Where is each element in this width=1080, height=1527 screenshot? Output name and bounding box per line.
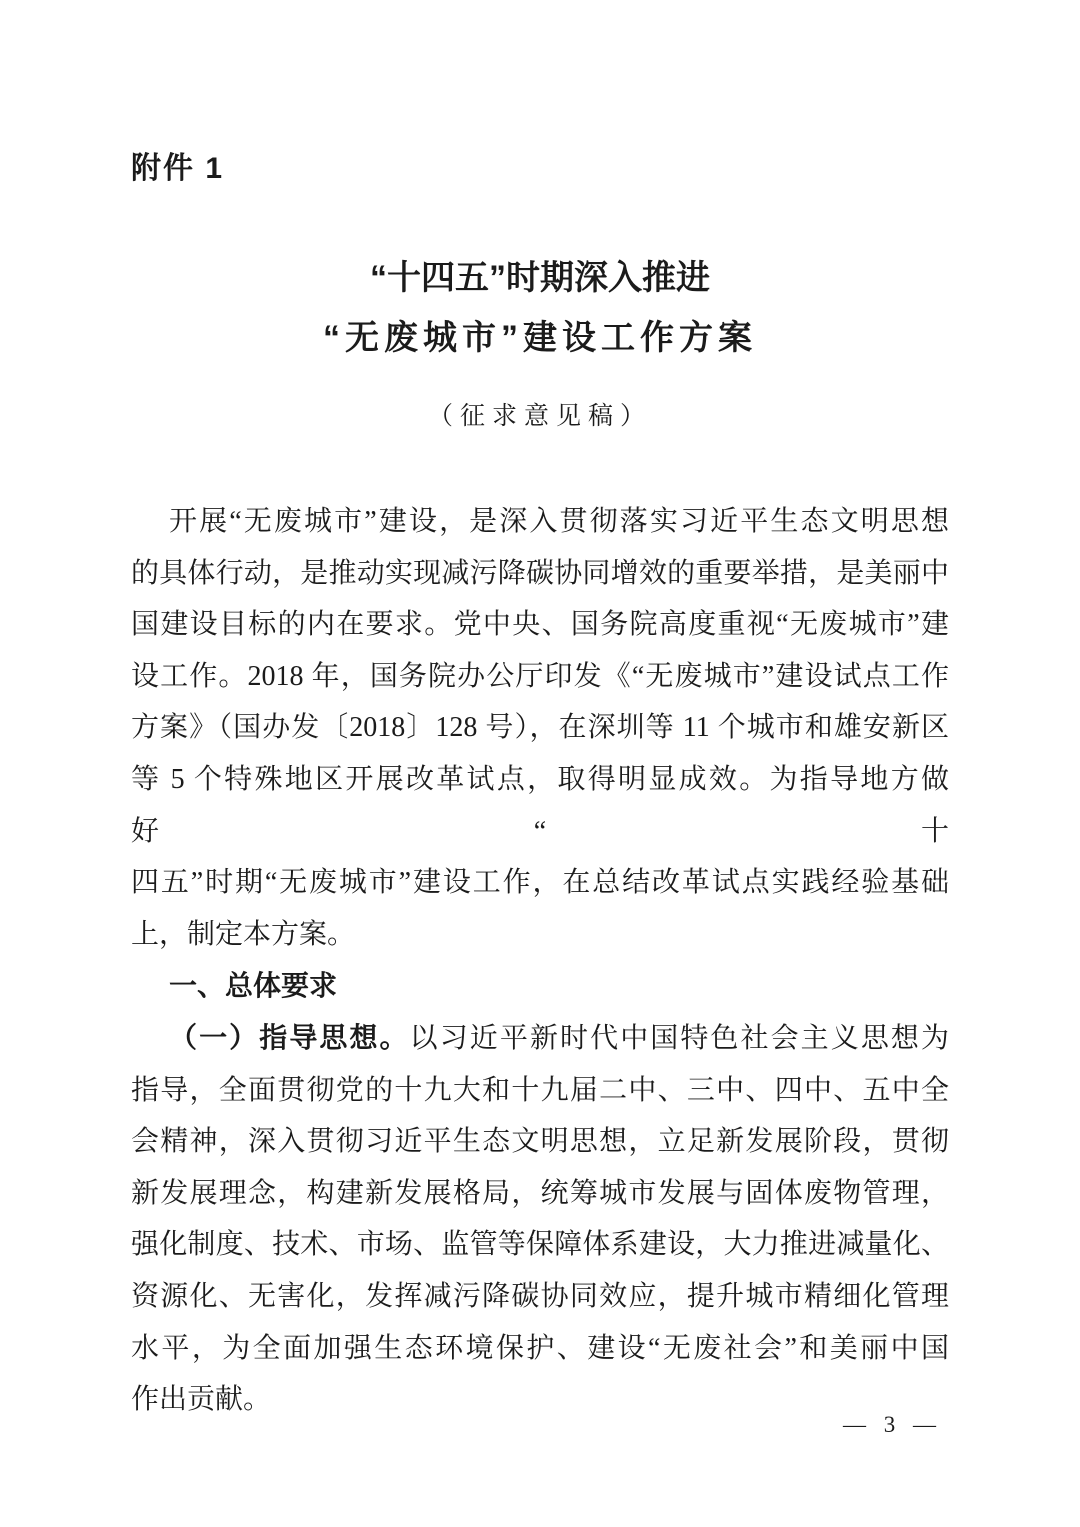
body-line: 等 5 个特殊地区开展改革试点，取得明显成效。为指导地方做好“十 <box>131 763 949 847</box>
document-title <box>131 248 949 368</box>
body-line: 资源化、无害化，发挥减污降碳协同效应，提升城市精细化管理 <box>131 1280 949 1312</box>
body-line: 作出贡献。 <box>131 1384 272 1416</box>
section-heading: 一、总体要求 <box>169 970 338 1002</box>
body-line: 强化制度、技术、市场、监管等保障体系建设，大力推进减量化、 <box>131 1229 949 1261</box>
body-line: 会精神，深入贯彻习近平生态文明思想，立足新发展阶段，贯彻 <box>131 1126 949 1158</box>
page-number: — 3 — <box>843 1412 942 1437</box>
body-line: 的具体行动，是推动实现减污降碳协同增效的重要举措，是美丽中 <box>131 557 949 589</box>
body-line: 新发展理念，构建新发展格局，统筹城市发展与固体废物管理， <box>131 1177 949 1209</box>
document-title-line1: “十四五”时期深入推进 <box>370 259 710 297</box>
body-line: （一）指导思想。以习近平新时代中国特色社会主义思想为 <box>169 1021 949 1054</box>
body-line: 指导，全面贯彻党的十九大和十九届二中、三中、四中、五中全 <box>131 1074 949 1106</box>
body-line: 设工作。2018 年，国务院办公厅印发《“无废城市”建设试点工作 <box>131 660 949 692</box>
document-subtitle: （征求意见稿） <box>427 403 652 430</box>
body-line: 开展“无废城市”建设，是深入贯彻落实习近平生态文明思想 <box>169 506 949 537</box>
body-line: 四五”时期“无废城市”建设工作，在总结改革试点实践经验基础 <box>131 867 949 899</box>
body-line: 水平，为全面加强生态环境保护、建设“无废社会”和美丽中国 <box>131 1332 949 1364</box>
document-title-line2: “无废城市”建设工作方案 <box>323 319 757 357</box>
attachment-label: 附件 1 <box>131 152 225 185</box>
document-body <box>131 496 949 1426</box>
body-line: 国建设目标的内在要求。党中央、国务院高度重视“无废城市”建 <box>131 609 949 641</box>
body-line: 方案》（国办发〔2018〕128 号），在深圳等 11 个城市和雄安新区 <box>131 712 949 744</box>
body-line: 上，制定本方案。 <box>131 918 356 950</box>
subsection-label: （一）指导思想。 <box>169 1021 410 1053</box>
